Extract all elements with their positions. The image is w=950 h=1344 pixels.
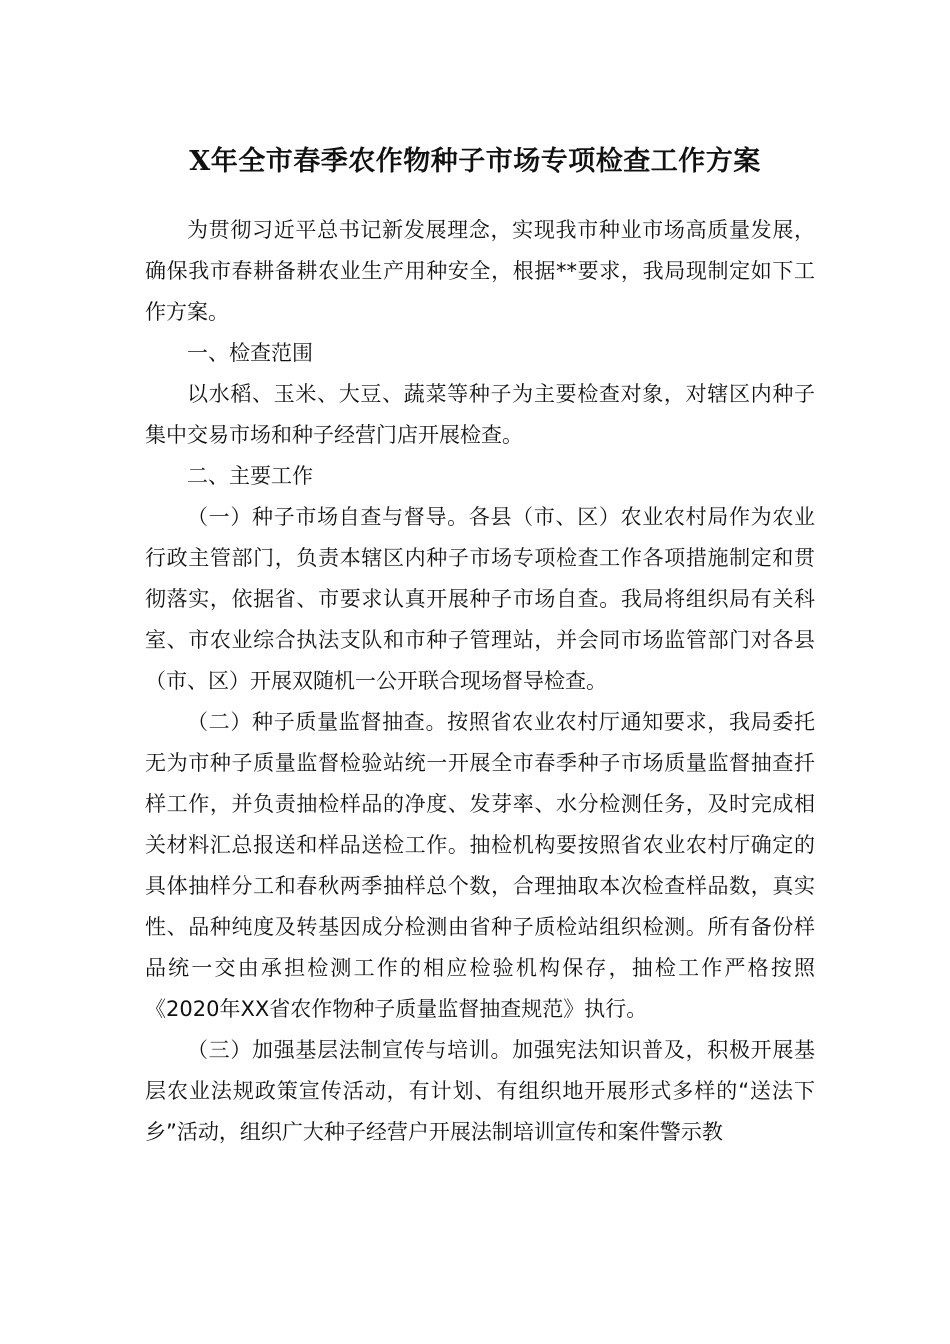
document-title: X年全市春季农作物种子市场专项检查工作方案 — [189, 146, 761, 177]
scope-paragraph: 以水稻、玉米、大豆、蔬菜等种子为主要检查对象，对辖区内种子集中交易市场和种子经营门店开展检查。 — [145, 382, 815, 447]
document-body — [145, 210, 815, 1153]
intro-paragraph: 为贯彻习近平总书记新发展理念，实现我市种业市场高质量发展，确保我市春耕备耕农业生产用种安全，根据**要求，我局现制定如下工作方案。 — [145, 218, 815, 324]
section-heading-scope: 一、检查范围 — [187, 341, 313, 365]
work-paragraph-legal-publicity: （三）加强基层法制宣传与培训。加强宪法知识普及，积极开展基层农业法规政策宣传活动，有计划、有组织地开展形式多样的“送法下乡”活动，组织广大种子经营户开展法制培训宣传和案件警示教 — [145, 1038, 815, 1144]
work-paragraph-quality-sampling: （二）种子质量监督抽查。按照省农业农村厅通知要求，我局委托无为市种子质量监督检验站统一开展全市春季种子市场质量监督抽查扦样工作，并负责抽检样品的净度、发芽率、水分检测任务，及时完成相关材料汇总报送和样品送检工作。抽检机构要按照省农业农村厅确定的具体抽样分工和春秋两季抽样总个数，合理抽取本次检查样品数，真实性、品种纯度及转基因成分检测由省种子质检站组织检测。所有备份样品统一交由承担检测工作的相应检验机构保存，抽检工作严格按照《2020年XX省农作物种子质量监督抽查规范》执行。 — [145, 710, 815, 1021]
section-heading-main-work: 二、主要工作 — [187, 464, 313, 488]
work-paragraph-self-inspection: （一）种子市场自查与督导。各县（市、区）农业农村局作为农业行政主管部门，负责本辖区内种子市场专项检查工作各项措施制定和贯彻落实，依据省、市要求认真开展种子市场自查。我局将组织局有关科室、市农业综合执法支队和市种子管理站，并会同市场监管部门对各县（市、区）开展双随机一公开联合现场督导检查。 — [145, 505, 815, 693]
